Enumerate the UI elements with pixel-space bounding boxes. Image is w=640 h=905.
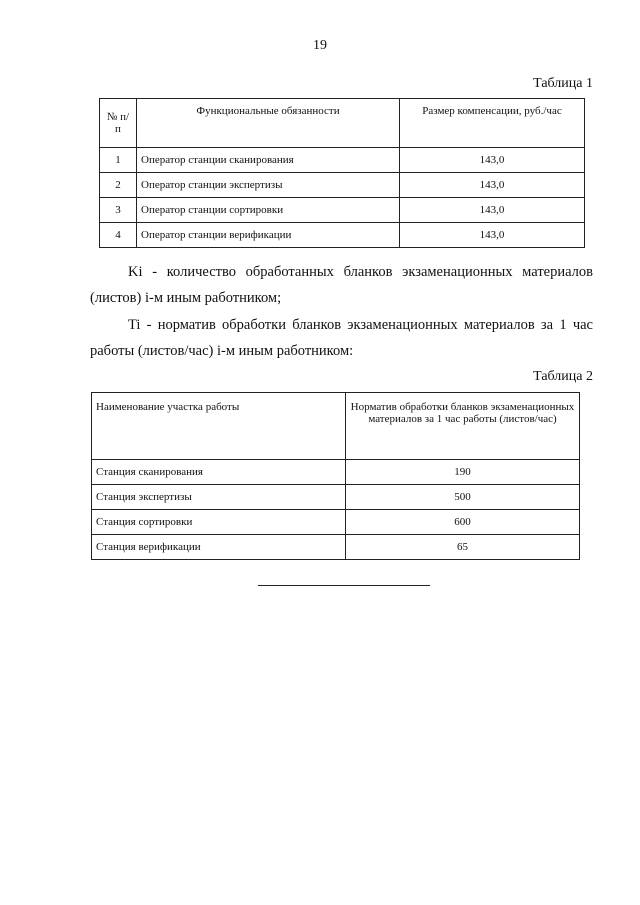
table1-cell-duty: Оператор станции верификации <box>137 223 400 248</box>
table1-cell-comp: 143,0 <box>400 198 585 223</box>
table2-header-row <box>92 393 580 460</box>
compensation-table <box>99 98 585 248</box>
table1-header-duty: Функциональные обязанности <box>137 99 400 148</box>
table1-cell-duty: Оператор станции экспертизы <box>137 173 400 198</box>
table1-cell-num: 1 <box>100 148 137 173</box>
table2-cell-norm: 190 <box>346 460 580 485</box>
table-row <box>92 535 580 560</box>
table1-cell-duty: Оператор станции сортировки <box>137 198 400 223</box>
table2-cell-norm: 65 <box>346 535 580 560</box>
table1-header-row <box>100 99 585 148</box>
table-row <box>92 485 580 510</box>
table1-header-comp: Размер компенсации, руб./час <box>400 99 585 148</box>
table-row <box>92 460 580 485</box>
table2-cell-norm: 600 <box>346 510 580 535</box>
processing-norm-table <box>91 392 580 560</box>
table1-cell-num: 4 <box>100 223 137 248</box>
table2-header-area: Наименование участка работы <box>92 393 346 460</box>
table2-caption: Таблица 2 <box>533 369 593 384</box>
paragraph-ti-text: Ti - норматив обработки бланков экзаменационных материалов за 1 час работы (листов/час) i-м иным работником: <box>90 317 593 359</box>
table-row <box>100 198 585 223</box>
table-row <box>92 510 580 535</box>
paragraph-ti <box>90 312 593 364</box>
table-row <box>100 223 585 248</box>
table1-cell-comp: 143,0 <box>400 173 585 198</box>
table1-cell-comp: 143,0 <box>400 223 585 248</box>
table1-caption: Таблица 1 <box>533 76 593 91</box>
end-divider <box>258 585 430 586</box>
table2-cell-area: Станция верификации <box>92 535 346 560</box>
table2-cell-area: Станция сортировки <box>92 510 346 535</box>
table2-cell-area: Станция экспертизы <box>92 485 346 510</box>
table1-cell-num: 2 <box>100 173 137 198</box>
table1-header-num: № п/п <box>100 99 137 148</box>
table1-cell-duty: Оператор станции сканирования <box>137 148 400 173</box>
page-number: 19 <box>313 38 327 53</box>
table-row <box>100 173 585 198</box>
table2-header-norm: Норматив обработки бланков экзаменационных материалов за 1 час работы (листов/час) <box>346 393 580 460</box>
table1-cell-num: 3 <box>100 198 137 223</box>
table-row <box>100 148 585 173</box>
paragraph-ki <box>90 259 593 311</box>
table2-cell-norm: 500 <box>346 485 580 510</box>
paragraph-ki-text: Ki - количество обработанных бланков экзаменационных материалов (листов) i-м иным работником; <box>90 264 593 306</box>
table2-cell-area: Станция сканирования <box>92 460 346 485</box>
table1-cell-comp: 143,0 <box>400 148 585 173</box>
